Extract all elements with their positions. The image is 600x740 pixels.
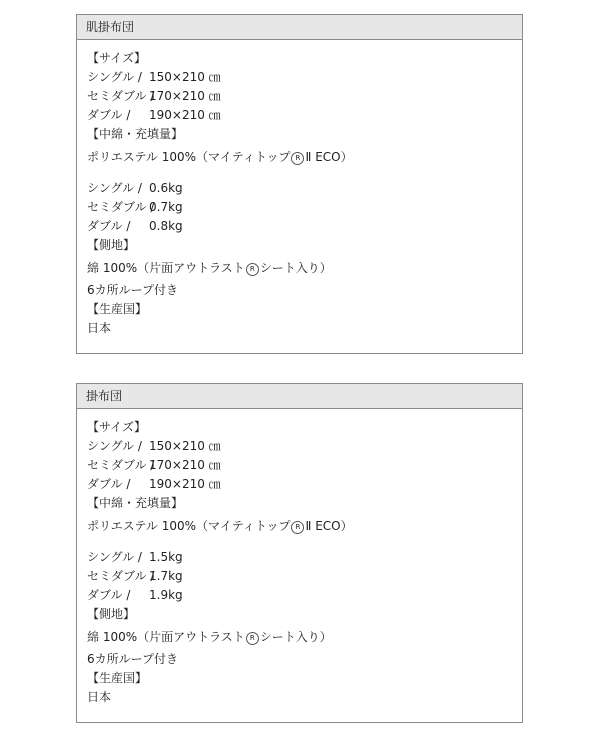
weight-row — [87, 567, 522, 586]
size-row — [87, 87, 522, 106]
weight-value: 1.7kg — [149, 569, 183, 583]
registered-mark-icon: R — [291, 152, 304, 165]
filling-text-suffix: Ⅱ ECO） — [305, 519, 353, 533]
weight-value: 0.7kg — [149, 200, 183, 214]
registered-mark-icon: R — [246, 632, 259, 645]
size-name: セミダブル / — [87, 458, 155, 472]
filling-text: ポリエステル 100%（マイティトップ — [87, 150, 291, 164]
weight-value: 0.6kg — [149, 181, 183, 195]
weight-name: セミダブル / — [87, 569, 155, 583]
fabric-material — [87, 624, 522, 650]
weight-row — [87, 548, 522, 567]
product-spec-card-summer-comforter — [76, 14, 523, 354]
size-name: シングル / — [87, 70, 142, 84]
origin-value: 日本 — [87, 321, 112, 335]
weight-value: 0.8kg — [149, 219, 183, 233]
size-dimensions: 190×210 ㎝ — [149, 477, 221, 491]
size-name: ダブル / — [87, 477, 131, 491]
fabric-heading: 【側地】 — [87, 607, 136, 621]
fabric-material — [87, 255, 522, 281]
registered-mark-icon: R — [246, 263, 259, 276]
size-name: シングル / — [87, 439, 142, 453]
size-name: セミダブル / — [87, 89, 155, 103]
weight-row — [87, 198, 522, 217]
weight-name: ダブル / — [87, 219, 131, 233]
spacer — [87, 539, 522, 548]
weight-row — [87, 217, 522, 236]
fabric-text-suffix: シート入り） — [259, 261, 332, 275]
filling-material — [87, 513, 522, 539]
weight-name: シングル / — [87, 550, 142, 564]
size-row — [87, 106, 522, 125]
origin-heading: 【生産国】 — [87, 302, 148, 316]
size-row — [87, 68, 522, 87]
size-dimensions: 170×210 ㎝ — [149, 89, 221, 103]
weight-name: セミダブル / — [87, 200, 155, 214]
card-body — [77, 409, 522, 707]
registered-mark-icon: R — [291, 521, 304, 534]
card-body — [77, 40, 522, 338]
fabric-text-suffix: シート入り） — [259, 630, 332, 644]
filling-heading: 【中綿・充填量】 — [87, 127, 184, 141]
card-title: 掛布団 — [77, 384, 522, 409]
weight-name: ダブル / — [87, 588, 131, 602]
size-row — [87, 437, 522, 456]
size-row — [87, 475, 522, 494]
filling-material — [87, 144, 522, 170]
origin-heading: 【生産国】 — [87, 671, 148, 685]
size-name: ダブル / — [87, 108, 131, 122]
weight-row — [87, 179, 522, 198]
weight-row — [87, 586, 522, 605]
size-heading: 【サイズ】 — [87, 51, 147, 65]
size-dimensions: 150×210 ㎝ — [149, 70, 221, 84]
weight-name: シングル / — [87, 181, 142, 195]
origin-value: 日本 — [87, 690, 112, 704]
fabric-note: 6カ所ループ付き — [87, 283, 179, 297]
card-title: 肌掛布団 — [77, 15, 522, 40]
filling-heading: 【中綿・充填量】 — [87, 496, 184, 510]
weight-value: 1.9kg — [149, 588, 183, 602]
size-heading: 【サイズ】 — [87, 420, 147, 434]
fabric-text: 綿 100%（片面アウトラスト — [87, 261, 245, 275]
filling-text: ポリエステル 100%（マイティトップ — [87, 519, 291, 533]
filling-text-suffix: Ⅱ ECO） — [305, 150, 353, 164]
size-dimensions: 170×210 ㎝ — [149, 458, 221, 472]
size-row — [87, 456, 522, 475]
fabric-note: 6カ所ループ付き — [87, 652, 179, 666]
fabric-text: 綿 100%（片面アウトラスト — [87, 630, 245, 644]
weight-value: 1.5kg — [149, 550, 183, 564]
fabric-heading: 【側地】 — [87, 238, 136, 252]
product-spec-card-comforter — [76, 383, 523, 723]
size-dimensions: 190×210 ㎝ — [149, 108, 221, 122]
size-dimensions: 150×210 ㎝ — [149, 439, 221, 453]
spacer — [87, 170, 522, 179]
